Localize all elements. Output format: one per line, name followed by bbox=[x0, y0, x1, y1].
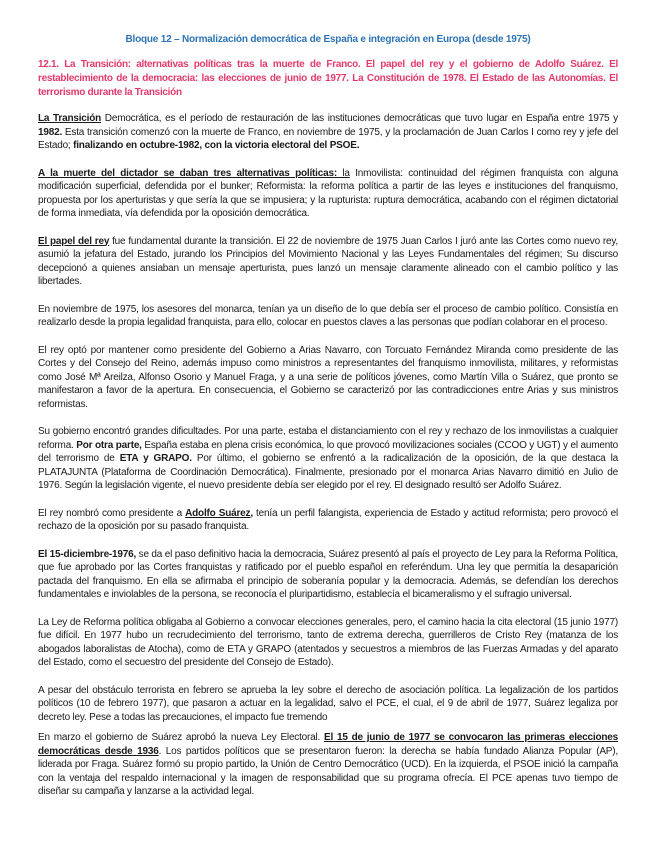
text-segment: El 15-diciembre-1976, bbox=[38, 548, 137, 560]
paragraph-5 bbox=[38, 344, 618, 412]
text-segment: En noviembre de 1975, los asesores del monarca, tenían ya un diseño de lo que debía ser el proceso de cambio político. Consistía en realizarlo desde la propia legalidad franquista, para ello, colocar en puestos claves a las personas que podían colaborar en el proceso. bbox=[38, 303, 618, 328]
text-segment: Inmovilista: continuidad del régimen franquista con alguna modificación superficial, defendida por el bunker; Reformista: la reforma política a partir de las leyes e instituciones del franquismo, propuesta por los aperturistas y que sería la que se impusiera; y la rupturista: ruptura democrática, acabando con el régimen dictatorial de forma inmediata, vía defendida por la oposición democrática. bbox=[38, 167, 619, 219]
text-segment: Democrática, es el período de restauración de las instituciones democráticas que tuvo lugar en España entre 1975 y bbox=[101, 113, 618, 124]
text-segment: la bbox=[336, 167, 350, 179]
paragraph-7 bbox=[38, 507, 618, 534]
text-segment: A pesar del obstáculo terrorista en febrero se aprueba la ley sobre el derecho de asociación política. La legalización de los partidos políticos (10 de febrero 1977), que pasaron a actuar en la legalidad, salvo el PCE, el cual, el 9 de abril de 1977, Suárez legaliza por decreto ley. Pese a todas las precauciones, el impacto fue tremendo bbox=[38, 684, 618, 723]
text-segment: La Transición bbox=[38, 113, 102, 124]
paragraph-1 bbox=[38, 112, 618, 153]
section-heading: 12.1. La Transición: alternativas políticas tras la muerte de Franco. El papel del rey y el gobierno de Adolfo Suárez. El restablecimiento de la democracia: las elecciones de junio de 1977. La Constitución de 1978. El Estado de las Autonomías. El terrorismo durante la Transición bbox=[38, 59, 618, 98]
text-segment: fue fundamental durante la transición. El 22 de noviembre de 1975 Juan Carlos I juró ante las Cortes como nuevo rey, asumió la jefatura del Estado, jurando los Principios del Movimiento Nacional y las Leyes Fundamentales del régimen; Su discurso decepcionó a quienes ansiaban un mensaje aperturista, pues lanzó un mensaje claramente alineado con el cambio político y las libertades. bbox=[38, 235, 619, 287]
text-segment: 1982. bbox=[38, 126, 63, 138]
text-segment: El rey optó por mantener como presidente del Gobierno a Arias Navarro, con Torcuato Fernández Miranda como presidente de las Cortes y del Consejo del Reino, además impuso como ministros a representantes del franquismo inmovilista, militares, y reformistas como José Mª Areilza, Alfonso Osorio y Manuel Fraga, y a una serie de políticos jóvenes, como Martín Villa o Suárez, que pronto se manifestaron a favor de la apertura. En consecuencia, el Gobierno se caracterizó por las contradicciones entre Arias y sus ministros reformistas. bbox=[38, 344, 618, 410]
text-segment: ETA y GRAPO. bbox=[119, 453, 192, 464]
text-segment: La Ley de Reforma política obligaba al Gobierno a convocar elecciones generales, pero, el camino hacia la cita electoral (15 junio 1977) fue difícil. En 1977 hubo un recrudecimiento del terrorismo, tanto de extrema derecha, guerrilleros de Cristo Rey (matanza de los abogados laboralistas de Atocha), como de ETA y GRAPO (atentados y secuestros a miembros de las Fuerzas Armadas y del aparato del Estado, como el secuestro del presidente del Consejo de Estado). bbox=[38, 616, 618, 668]
text-segment: se da el paso definitivo hacia la democracia, Suárez presentó al país el proyecto de Ley para la Reforma Política, que fue aprobado por las Cortes franquistas y ratificado por el pueblo español en referéndum. Una ley que permitía la desaparición pactada del franquismo. En ella se afirmaba el principio de soberanía popular y la democracia. Además, se defendían los derechos fundamentales e inviolables de la persona, se reconocía el pluripartidismo, establecía el bicameralismo y el sufragio universal. bbox=[38, 548, 618, 600]
text-segment: El papel del rey bbox=[38, 235, 110, 247]
paragraph-9 bbox=[38, 616, 618, 670]
text-segment: El rey nombró como presidente a bbox=[38, 507, 186, 519]
text-segment: En marzo el gobierno de Suárez aprobó la nueva Ley Electoral. bbox=[38, 732, 325, 743]
text-segment: El 15 de junio de 1977 se convocaron las primeras elecciones democráticas desde 1936 bbox=[38, 732, 618, 757]
text-segment: España estaba en plena crisis económica, lo que provocó movilizaciones sociales (CCOO y UGT) y el aumento del terrorismo de bbox=[38, 439, 618, 464]
text-segment: Adolfo Suárez, bbox=[185, 507, 253, 519]
text-segment: tenía un perfil falangista, experiencia de Estado y actitud reformista; pero provocó el rechazo de la oposición por su pasado franquista. bbox=[38, 507, 618, 532]
paragraph-11 bbox=[38, 731, 618, 799]
document-body bbox=[38, 112, 618, 799]
text-segment: . Los partidos políticos que se presentaron fueron: la derecha se había fundado Alianza Popular (AP), liderada por Fraga. Suárez formó su propio partido, la Unión de Centro Democrático (UCD). En la izquierda, el PSOE inició la campaña con la ventaja del respaldo internacional y la imagen de responsabilidad que su programa ofrecía. El PCE apenas tuvo tiempo de diseñar su campaña y lanzarse a la actividad legal. bbox=[38, 745, 618, 797]
paragraph-4 bbox=[38, 303, 618, 330]
text-segment: A la muerte del dictador se daban tres alternativas políticas: bbox=[38, 167, 337, 179]
paragraph-3 bbox=[38, 235, 618, 289]
paragraph-6 bbox=[38, 425, 618, 493]
text-segment: finalizando en octubre-1982, con la victoria electoral del PSOE. bbox=[73, 140, 360, 151]
document-title: Bloque 12 – Normalización democrática de España e integración en Europa (desde 1975) bbox=[125, 34, 531, 45]
paragraph-10 bbox=[38, 684, 618, 725]
paragraph-2 bbox=[38, 167, 618, 221]
text-segment: Su gobierno encontró grandes dificultades. Por una parte, estaba el distanciamiento con el rey y rechazo de los inmovilistas a cualquier reforma. bbox=[38, 426, 618, 451]
text-segment: Esta transición comenzó con la muerte de Franco, en noviembre de 1975, y la proclamación de Juan Carlos I como rey y jefe del Estado; bbox=[38, 126, 618, 151]
paragraph-8 bbox=[38, 548, 618, 602]
text-segment: Por otra parte, bbox=[76, 439, 142, 451]
text-segment: Por último, el gobierno se enfrentó a la radicalización de la oposición, de la que destaca la PLATAJUNTA (Plataforma de Coordinación Democrática). Finalmente, presionado por el monarca Arias Navarro dimitió en Julio de 1976. Según la legislación vigente, el nuevo presidente debía ser elegido por el rey. El designado resultó ser Adolfo Suárez. bbox=[38, 453, 618, 491]
